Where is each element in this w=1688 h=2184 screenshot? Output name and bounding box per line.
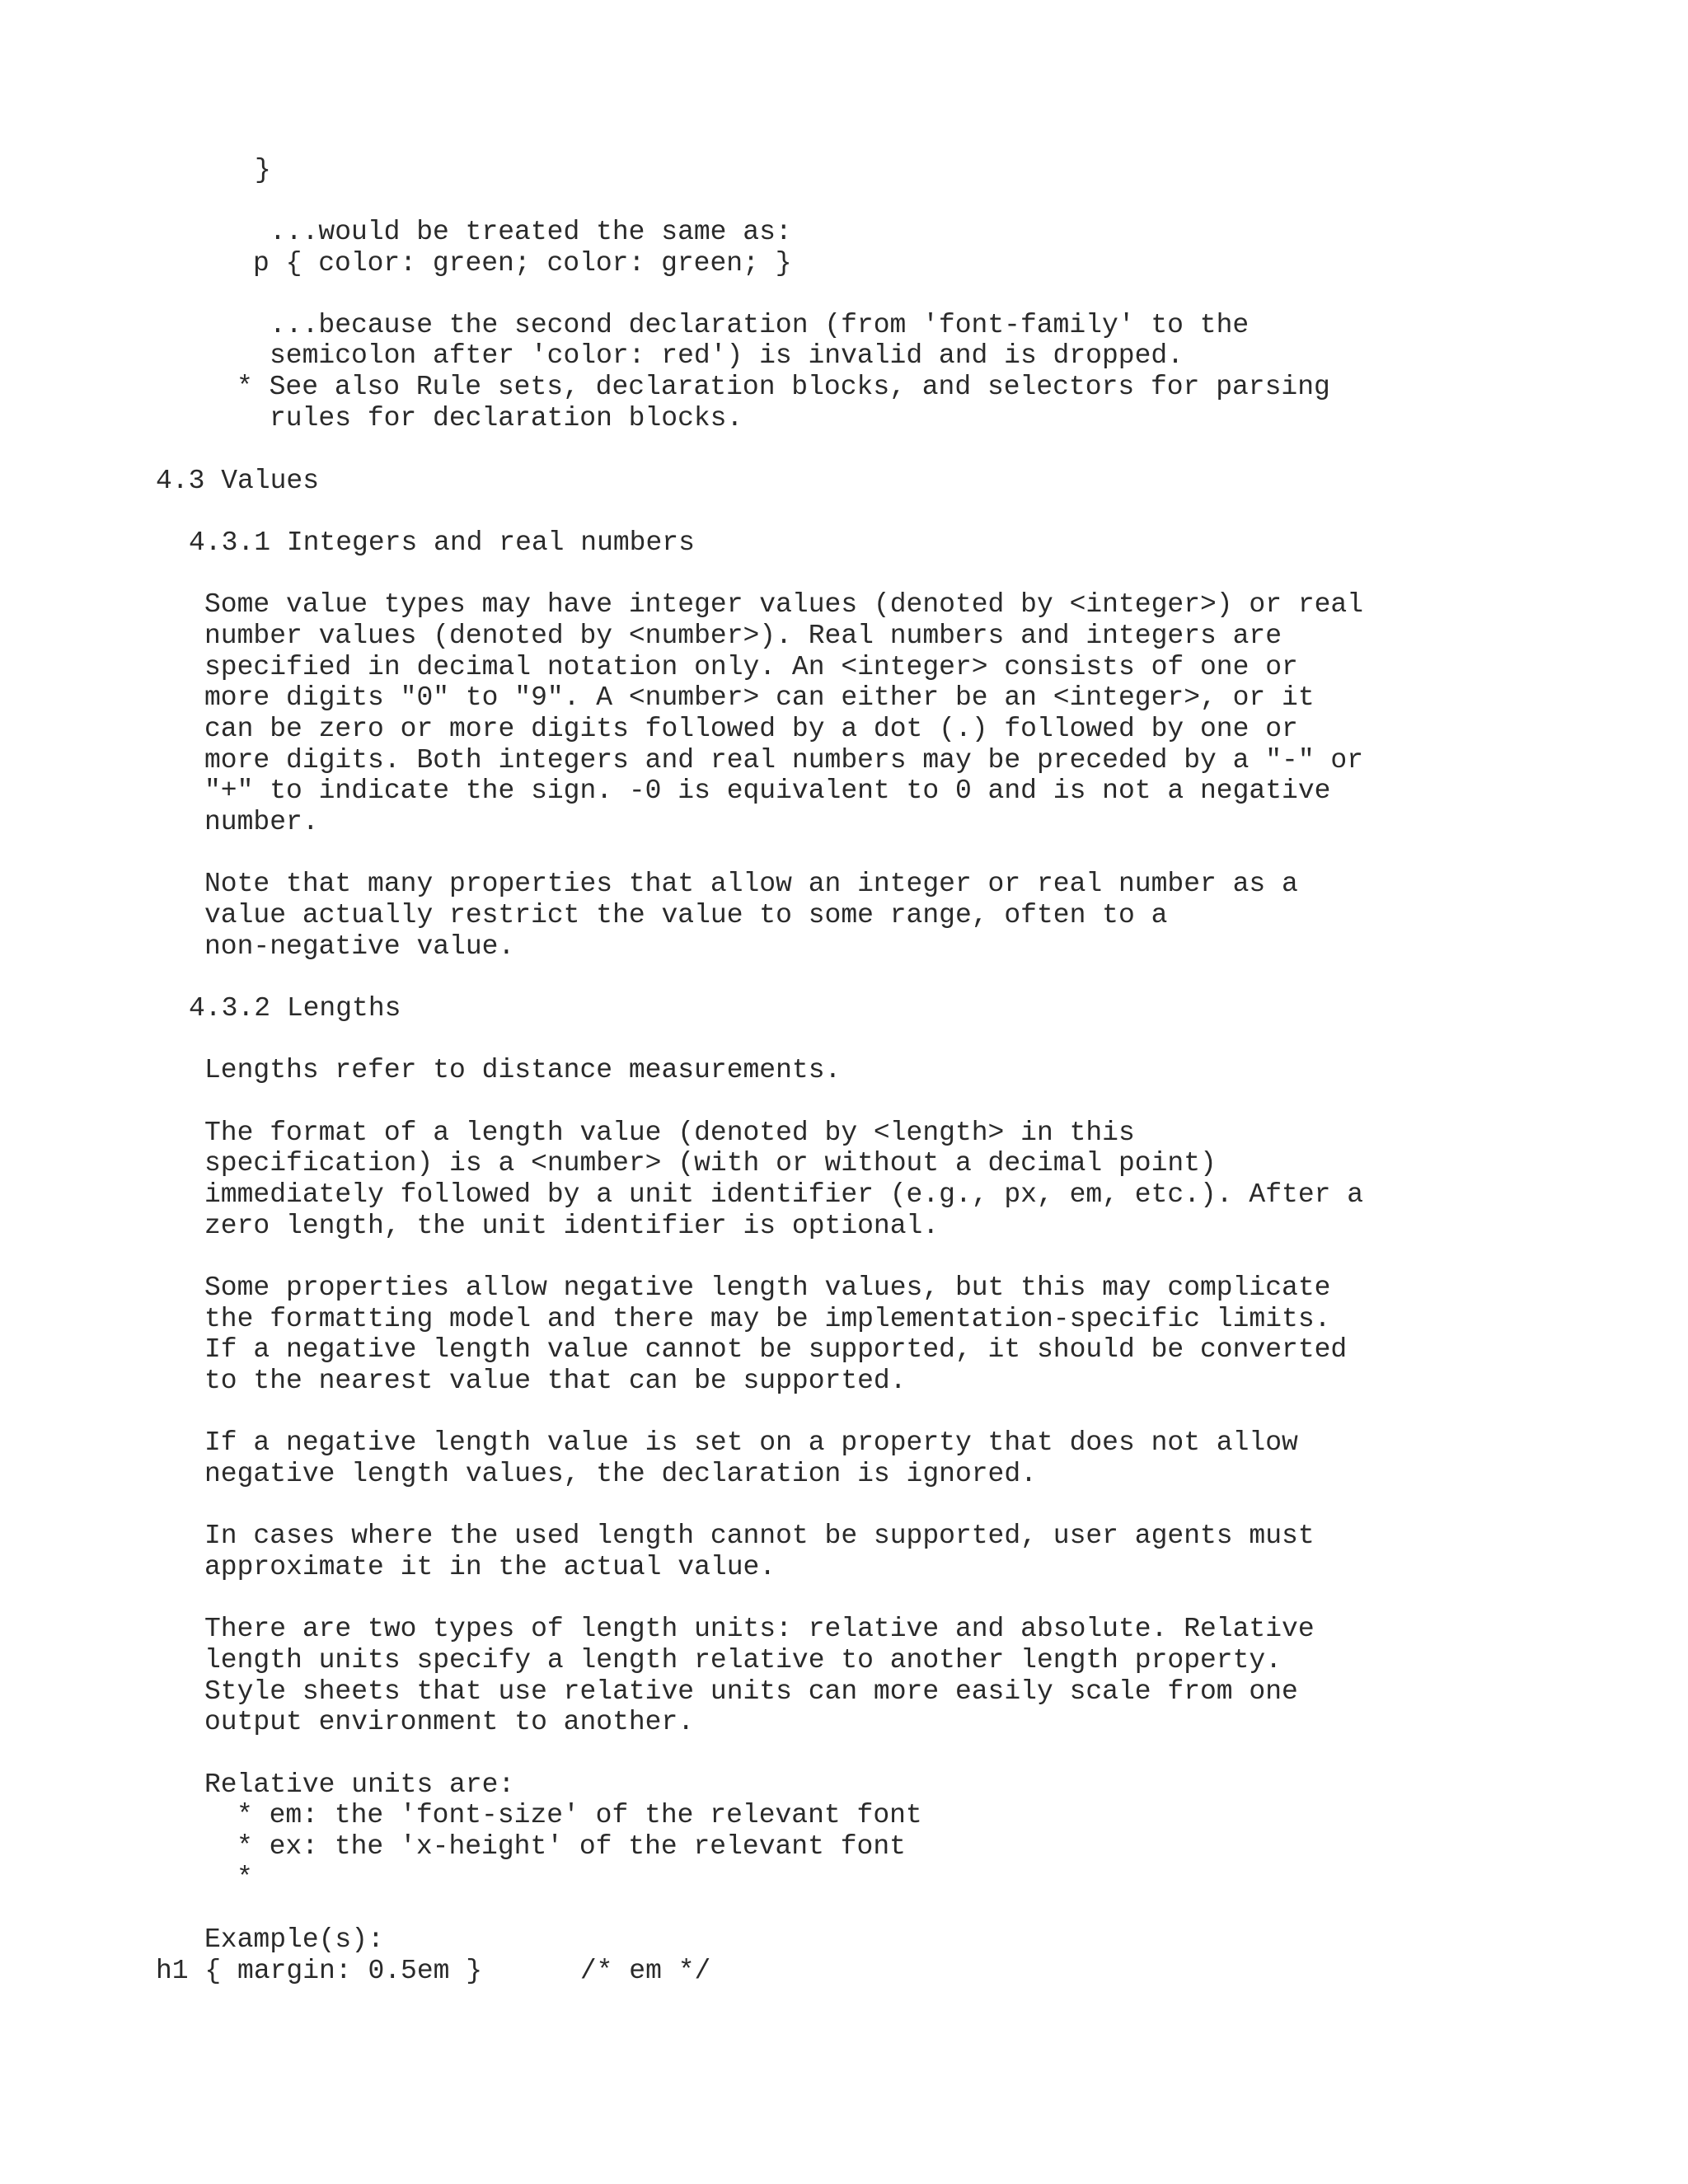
example-intro-line: ...would be treated the same as: (270, 217, 792, 247)
paragraph-line: number values (denoted by <number>). Real numbers and integers are (204, 621, 1282, 651)
paragraph-line: The format of a length value (denoted by <length> in this (204, 1118, 1135, 1148)
paragraph-line: semicolon after 'color: red') is invalid and is dropped. (270, 340, 1184, 371)
paragraph-line: If a negative length value cannot be supported, it should be converted (204, 1334, 1348, 1365)
paragraph-line: more digits "0" to "9". A <number> can either be an <integer>, or it (204, 682, 1315, 713)
paragraph-line: Note that many properties that allow an integer or real number as a (204, 869, 1298, 899)
paragraph-line: output environment to another. (204, 1707, 695, 1737)
paragraph-line: approximate it in the actual value. (204, 1552, 776, 1582)
paragraph-line: zero length, the unit identifier is optional. (204, 1211, 940, 1241)
bullet-item: * See also Rule sets, declaration blocks, and selectors for parsing (237, 372, 1330, 402)
bullet-item: * ex: the 'x-height' of the relevant font (237, 1831, 906, 1862)
code-closing-brace: } (255, 155, 271, 185)
bullet-item: * em: the 'font-size' of the relevant font (237, 1800, 922, 1830)
paragraph-line: specification) is a <number> (with or without a decimal point) (204, 1148, 1217, 1179)
paragraph-line: ...because the second declaration (from 'font-family' to the (270, 310, 1250, 340)
paragraph-line: There are two types of length units: relative and absolute. Relative (204, 1614, 1315, 1644)
paragraph-line: In cases where the used length cannot be supported, user agents must (204, 1521, 1315, 1551)
code-example-line: h1 { margin: 0.5em } /* em */ (156, 1956, 711, 1986)
paragraph-line: Some properties allow negative length values, but this may complicate (204, 1272, 1331, 1303)
code-example-line: p { color: green; color: green; } (253, 248, 792, 279)
paragraph-line: Some value types may have integer values (denoted by <integer>) or real (204, 589, 1364, 620)
paragraph-line: to the nearest value that can be supported. (204, 1366, 907, 1396)
paragraph-line: "+" to indicate the sign. -0 is equivalent to 0 and is not a negative (204, 776, 1331, 806)
subsection-heading: 4.3.1 Integers and real numbers (189, 527, 695, 558)
example-label: Example(s): (204, 1924, 384, 1955)
paragraph-line: rules for declaration blocks. (270, 403, 743, 434)
paragraph-line: number. (204, 807, 319, 837)
paragraph-line: the formatting model and there may be implementation-specific limits. (204, 1304, 1331, 1334)
paragraph-line: can be zero or more digits followed by a dot (.) followed by one or (204, 714, 1298, 744)
subsection-heading: 4.3.2 Lengths (189, 993, 401, 1024)
paragraph-line: length units specify a length relative to another length property. (204, 1645, 1282, 1675)
paragraph-line: specified in decimal notation only. An <integer> consists of one or (204, 652, 1298, 682)
paragraph-line: Style sheets that use relative units can more easily scale from one (204, 1676, 1298, 1707)
paragraph-line: more digits. Both integers and real numbers may be preceded by a "-" or (204, 745, 1364, 776)
paragraph-line: immediately followed by a unit identifier (e.g., px, em, etc.). After a (204, 1179, 1364, 1210)
paragraph-line: value actually restrict the value to some range, often to a (204, 900, 1168, 930)
bullet-item: * (237, 1863, 253, 1893)
paragraph-line: non-negative value. (204, 931, 515, 962)
paragraph-line: negative length values, the declaration is ignored. (204, 1459, 1037, 1489)
paragraph-line: If a negative length value is set on a property that does not allow (204, 1427, 1298, 1458)
paragraph-line: Lengths refer to distance measurements. (204, 1055, 842, 1085)
list-heading: Relative units are: (204, 1769, 515, 1800)
section-heading: 4.3 Values (156, 466, 320, 496)
